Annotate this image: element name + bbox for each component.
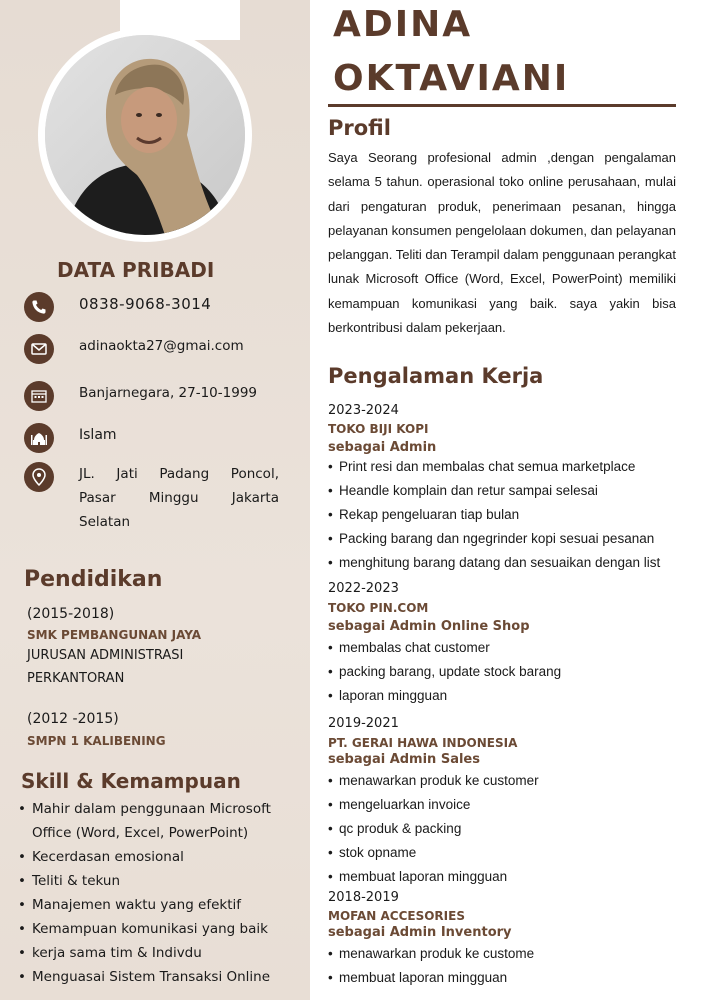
skill-item: • Menguasai Sistem Transaksi Online [18,965,308,989]
first-name: ADINA [333,4,473,45]
job-company: MOFAN ACCESORIES [328,909,465,923]
birth-place-date: Banjarnegara, 27-10-1999 [79,385,257,401]
job-task: • menghitung barang datang dan sesuaikan dengan list [328,551,700,575]
religion: Islam [79,427,117,443]
skill-item: • Kemampuan komunikasi yang baik [18,917,308,941]
job-task: • membuat laporan mingguan [328,966,700,990]
phone-number: 0838-9068-3014 [79,295,212,313]
last-name: OKTAVIANI [333,58,570,99]
pendidikan-title: Pendidikan [24,567,163,592]
job-company: TOKO BIJI KOPI [328,422,429,436]
email-address: adinaokta27@gmai.com [79,338,244,354]
phone-icon [24,292,54,322]
edu-school: SMPN 1 KALIBENING [27,734,166,748]
address-line: Pasar Minggu Jakarta [79,490,279,506]
address-line: Selatan [79,514,131,530]
edu-period: (2015-2018) [27,606,115,622]
job-task: • packing barang, update stock barang [328,660,700,684]
skill-item: • kerja sama tim & Indivdu [18,941,308,965]
job-task-list [328,455,700,575]
job-role: sebagai Admin [328,440,437,455]
job-task-list [328,636,700,708]
profile-photo [45,35,245,235]
address-line: JL. Jati Padang Poncol, [79,466,279,482]
skill-title: Skill & Kemampuan [21,769,241,793]
edu-major-line: PERKANTORAN [27,671,125,686]
job-task: • Print resi dan membalas chat semua marketplace [328,455,700,479]
contact-religion [24,423,284,453]
job-role: sebagai Admin Sales [328,752,480,767]
edu-major-line: JURUSAN ADMINISTRASI [27,648,184,663]
address [79,462,279,534]
job-task-list [328,769,700,889]
job-role: sebagai Admin Online Shop [328,619,530,634]
job-task: • Packing barang dan ngegrinder kopi sesuai pesanan [328,527,700,551]
edu-period: (2012 -2015) [27,711,119,727]
skill-item: • Kecerdasan emosional [18,845,308,869]
job-company: PT. GERAI HAWA INDONESIA [328,736,518,750]
job-task: • membuat laporan mingguan [328,865,700,889]
contact-birth [24,381,284,411]
mosque-icon [24,423,54,453]
job-role: sebagai Admin Inventory [328,925,512,940]
job-task: • stok opname [328,841,700,865]
contact-address [24,462,284,534]
job-task: • menawarkan produk ke custome [328,942,700,966]
job-task: • Heandle komplain dan retur sampai selesai [328,479,700,503]
job-task: • Rekap pengeluaran tiap bulan [328,503,700,527]
contact-phone [24,292,284,322]
job-task-list [328,942,700,990]
location-pin-icon [24,462,54,492]
job-period: 2022-2023 [328,581,399,596]
job-task: • qc produk & packing [328,817,700,841]
edu-school: SMK PEMBANGUNAN JAYA [27,628,202,642]
job-task: • membalas chat customer [328,636,700,660]
profil-title: Profil [328,116,391,140]
profil-text: Saya Seorang profesional admin ,dengan pengalaman selama 5 tahun. operasional toko online perusahaan, mulai dari pengaturan produk, penerimaan pesanan, hingga pelayanan konsumen pengelolaan dokumen, dan pelayanan pelanggan. Teliti dan Terampil dalam penggunaan perangkat lunak Microsoft Office (Word, Excel, PowerPoint) memiliki kemampuan komunikasi yang baik. saya yakin bisa berkontribusi dalam pekerjaan. [328,150,676,336]
name-divider [328,104,676,107]
job-task: • menawarkan produk ke customer [328,769,700,793]
skill-item: • Mahir dalam penggunaan Microsoft Office (Word, Excel, PowerPoint) [18,797,308,845]
data-pribadi-title: DATA PRIBADI [57,258,215,282]
job-period: 2019-2021 [328,716,399,731]
contact-email [24,334,284,364]
job-period: 2023-2024 [328,403,399,418]
skill-item: • Teliti & tekun [18,869,308,893]
job-task: • mengeluarkan invoice [328,793,700,817]
skill-list [18,797,308,989]
skill-item: • Manajemen waktu yang efektif [18,893,308,917]
job-period: 2018-2019 [328,890,399,905]
pengalaman-title: Pengalaman Kerja [328,364,544,388]
job-task: • laporan mingguan [328,684,700,708]
email-icon [24,334,54,364]
job-company: TOKO PIN.COM [328,601,429,615]
calendar-icon [24,381,54,411]
sidebar [0,0,310,1000]
